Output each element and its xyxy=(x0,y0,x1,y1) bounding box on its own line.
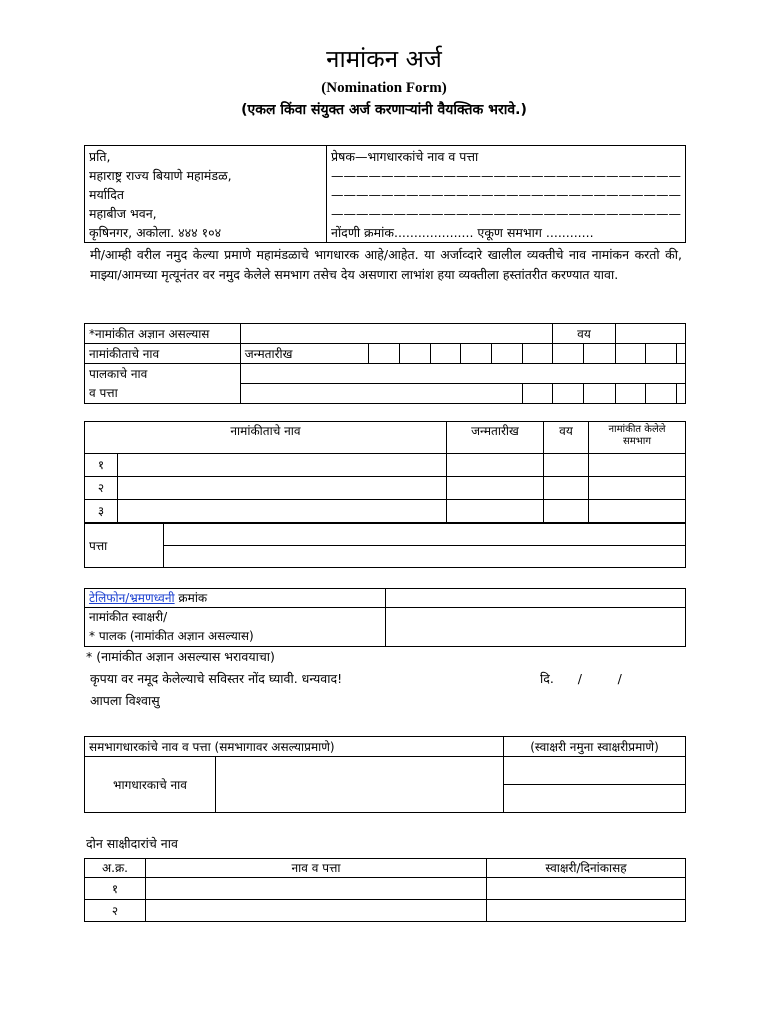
header-nominee-name: नामांकीताचे नाव xyxy=(85,422,447,454)
subtitle-english: (Nomination Form) xyxy=(321,80,447,96)
address-input[interactable] xyxy=(164,524,686,546)
address-table xyxy=(84,145,686,243)
grid-cell[interactable] xyxy=(615,384,646,404)
dob-cell[interactable] xyxy=(461,344,492,364)
phone-label xyxy=(85,589,386,608)
header-shares: नामांकीत केलेले समभाग xyxy=(589,422,686,454)
nominee-name-label: नामांकीताचे नाव xyxy=(85,344,241,364)
dob-cell[interactable] xyxy=(492,344,523,364)
dob-cell[interactable] xyxy=(615,344,646,364)
date-label: दि. / / xyxy=(540,671,622,686)
witness-name-input[interactable] xyxy=(146,878,487,900)
signature-input[interactable] xyxy=(386,608,686,647)
grid-cell[interactable] xyxy=(553,384,584,404)
signature-label xyxy=(85,608,386,647)
nominee-age-input[interactable] xyxy=(544,500,589,523)
guardian-name-input[interactable] xyxy=(240,364,685,384)
holder-table xyxy=(84,736,686,813)
nominee-name-input[interactable] xyxy=(118,500,447,523)
phone-input[interactable] xyxy=(386,589,686,608)
address-line: मर्यादित xyxy=(89,187,124,202)
closing-text: आपला विश्वासु xyxy=(90,693,160,708)
signature-label-line: * पालक (नामांकीत अज्ञान असल्यास) xyxy=(89,629,254,643)
nominee-dob-input[interactable] xyxy=(447,500,544,523)
age-label: वय xyxy=(553,324,615,344)
page-title: नामांकन अर्ज xyxy=(326,45,442,73)
nominee-name-input[interactable] xyxy=(240,324,553,344)
age-input[interactable] xyxy=(615,324,685,344)
witness-title: दोन साक्षीदारांचे नाव xyxy=(86,836,178,851)
guardian-name-label: पालकाचे नाव xyxy=(89,366,148,381)
signature-label-line: नामांकीत स्वाक्षरी/ xyxy=(89,610,168,624)
holder-header-right: (स्वाक्षरी नमुना स्वाक्षरीप्रमाणे) xyxy=(504,737,686,757)
nominee-shares-input[interactable] xyxy=(589,477,686,500)
address-label: पत्ता xyxy=(85,524,164,568)
header-age: वय xyxy=(544,422,589,454)
dob-cell[interactable] xyxy=(430,344,461,364)
witness-header-name: नाव व पत्ता xyxy=(146,859,487,878)
address-input[interactable] xyxy=(164,546,686,568)
nominee-shares-input[interactable] xyxy=(589,500,686,523)
guardian-address-input[interactable] xyxy=(240,384,522,404)
address-line: कृषिनगर, अकोला. ४४४ १०४ xyxy=(89,225,222,240)
nominee-name-input[interactable] xyxy=(118,454,447,477)
blank-line: ———————————————————————————— xyxy=(331,206,681,221)
phone-label-rest: क्रमांक xyxy=(174,591,208,605)
dob-cell[interactable] xyxy=(522,344,553,364)
minor-label: *नामांकीत अज्ञान असल्यास xyxy=(85,324,241,344)
dob-cell[interactable] xyxy=(400,344,431,364)
witness-name-input[interactable] xyxy=(146,900,487,922)
footnote: * (नामांकीत अज्ञान असल्यास भरावयाचा) xyxy=(86,649,275,664)
row-number: ३ xyxy=(85,500,118,523)
dob-cell[interactable] xyxy=(553,344,584,364)
request-text: कृपया वर नमूद केलेल्याचे सविस्तर नोंद घ्यावी. धन्यवाद! xyxy=(90,671,343,686)
holder-name-input[interactable] xyxy=(216,757,504,813)
header-dob: जन्मतारीख xyxy=(447,422,544,454)
dob-label: जन्मतारीख xyxy=(240,344,369,364)
dob-cell[interactable] xyxy=(646,344,677,364)
phone-link[interactable]: टेलिफोन/भ्रमणध्वनी xyxy=(89,591,175,605)
nominee-age-input[interactable] xyxy=(544,477,589,500)
dob-cell[interactable] xyxy=(677,344,686,364)
guardian-table xyxy=(84,323,686,404)
nominee-shares-input[interactable] xyxy=(589,454,686,477)
holder-name-label: भागधारकाचे नाव xyxy=(85,757,216,813)
holder-signature-input[interactable] xyxy=(504,757,686,785)
dob-cell[interactable] xyxy=(584,344,615,364)
row-number: १ xyxy=(85,454,118,477)
row-number: २ xyxy=(85,477,118,500)
registration-line: नोंदणी क्रमांक.................... एकूण समभाग ............ xyxy=(331,225,594,240)
blank-line: ———————————————————————————— xyxy=(331,168,681,183)
nominee-address-table xyxy=(84,523,686,568)
guardian-label xyxy=(85,364,241,404)
guardian-address-label: व पत्ता xyxy=(89,385,118,400)
witness-table xyxy=(84,858,686,922)
address-line: महाबीज भवन, xyxy=(89,206,157,221)
nominee-dob-input[interactable] xyxy=(447,477,544,500)
witness-header-number: अ.क्र. xyxy=(85,859,146,878)
grid-cell[interactable] xyxy=(522,384,553,404)
subtitle-marathi: (एकल किंवा संयुक्त अर्ज करणाऱ्यांनी वैयक्तिक भरावे.) xyxy=(241,102,527,118)
witness-row-number: १ xyxy=(85,878,146,900)
address-line: महाराष्ट्र राज्य बियाणे महामंडळ, xyxy=(89,168,232,183)
nominee-name-input[interactable] xyxy=(118,477,447,500)
nominee-dob-input[interactable] xyxy=(447,454,544,477)
blank-line: ———————————————————————————— xyxy=(331,187,681,202)
holder-header-left: समभागधारकांचे नाव व पत्ता (समभागावर असल्याप्रमाणे) xyxy=(85,737,504,757)
grid-cell[interactable] xyxy=(646,384,677,404)
grid-cell[interactable] xyxy=(584,384,615,404)
nominee-table xyxy=(84,421,686,523)
sender-box[interactable] xyxy=(327,146,686,243)
grid-cell[interactable] xyxy=(677,384,686,404)
recipient-address xyxy=(85,146,327,243)
holder-signature-input[interactable] xyxy=(504,785,686,813)
witness-row-number: २ xyxy=(85,900,146,922)
contact-table xyxy=(84,588,686,647)
witness-signature-input[interactable] xyxy=(487,900,686,922)
declaration-text: मी/आम्ही वरील नमुद केल्या प्रमाणे महामंडळाचे भागधारक आहे/आहेत. या अर्जाव्दारे खालील व्यक्तीचे नाव नामांकन करतो की, माझ्या/आमच्या मृत्यूनंतर वर नमुद केलेले समभाग तसेच देय असणारा लाभांश हया व्यक्तीला हस्तांतरीत करण्यात यावा. xyxy=(90,247,682,282)
nominee-age-input[interactable] xyxy=(544,454,589,477)
dob-cell[interactable] xyxy=(369,344,400,364)
address-line: प्रति, xyxy=(89,149,111,164)
sender-label: प्रेषक—भागधारकांचे नाव व पत्ता xyxy=(331,149,479,164)
witness-header-signature: स्वाक्षरी/दिनांकासह xyxy=(487,859,686,878)
witness-signature-input[interactable] xyxy=(487,878,686,900)
